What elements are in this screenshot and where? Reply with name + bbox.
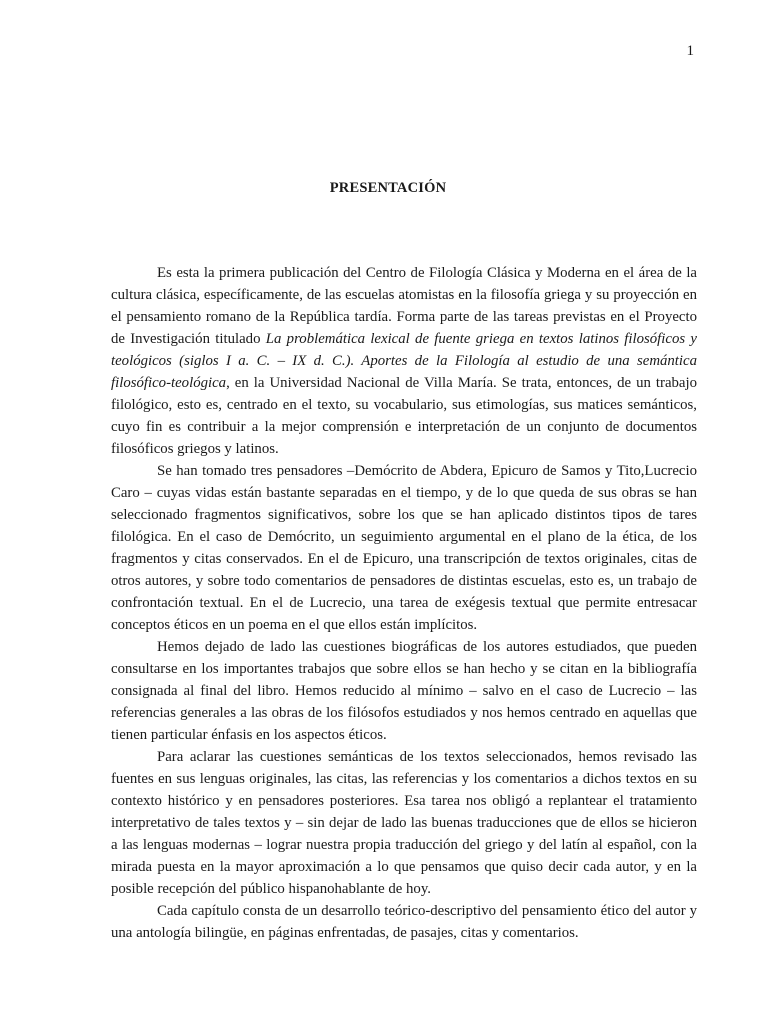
paragraph-4: Para aclarar las cuestiones semánticas de los textos seleccionados, hemos revisado las fuentes en sus lenguas originales, las citas, las referencias y los comentarios a dichos textos en su contexto histórico y en pensadores posteriores. Esa tarea nos obligó a replantear el tratamiento interpretativo de tales textos y – sin dejar de lado las buenas traducciones que de ellos se hicieron a las lenguas modernas – lograr nuestra propia traducción del griego y del latín al español, con la mirada puesta en la mayor aproximación a lo que pensamos que quiso decir cada autor, y en la posible recepción del público hispanohablante de hoy. xyxy=(111,749,697,897)
paragraph-1-text-start: Es esta la primera publicación del Centro de Filología Clásica y Moderna en el área de la cultura clásica, específicamente, de las escuelas atomistas en la filosofía griega y su proyección en el pensamiento romano de la República tardía. Forma parte de las tareas previstas en el Proyecto de Investigación titulado xyxy=(111,265,697,347)
paragraph-1-text-end: , en la Universidad Nacional de Villa María. Se trata, entonces, de un trabajo filológico, esto es, centrado en el texto, su vocabulario, sus etimologías, sus matices semánticos, cuyo fin es contribuir a la mejor comprensión e interpretación de un conjunto de documentos filosóficos griegos y latinos. xyxy=(111,375,697,457)
page-title: PRESENTACIÓN xyxy=(329,180,447,196)
project-title-italic: La problemática lexical de fuente griega en textos latinos filosóficos y teológicos (siglos I a. C. – IX d. C.). Aportes de la Filología al estudio de una semántica filosófico-teológica xyxy=(111,331,697,391)
paragraph-1 xyxy=(111,262,697,460)
body-text xyxy=(111,262,697,944)
page-number: 1 xyxy=(686,43,694,59)
paragraph-3: Hemos dejado de lado las cuestiones biográficas de los autores estudiados, que pueden consultarse en los importantes trabajos que sobre ellos se han hecho y se citan en la bibliografía consignada al final del libro. Hemos reducido al mínimo – salvo en el caso de Lucrecio – las referencias generales a las obras de los filósofos estudiados y nos hemos centrado en aquellas que tienen particular énfasis en los aspectos éticos. xyxy=(111,639,697,743)
paragraph-5: Cada capítulo consta de un desarrollo teórico-descriptivo del pensamiento ético del autor y una antología bilingüe, en páginas enfrentadas, de pasajes, citas y comentarios. xyxy=(111,903,697,941)
paragraph-2: Se han tomado tres pensadores –Demócrito de Abdera, Epicuro de Samos y Tito,Lucrecio Caro – cuyas vidas están bastante separadas en el tiempo, y de lo que queda de sus obras se han seleccionado fragmentos significativos, sobre los que se han aplicado distintos tipos de tares filológica. En el caso de Demócrito, un seguimiento argumental en el plano de la ética, de los fragmentos y citas conservados. En el de Epicuro, una transcripción de textos originales, citas de otros autores, y sobre todo comentarios de pensadores de distintas escuelas, esto es, un trabajo de confrontación textual. En el de Lucrecio, una tarea de exégesis textual que permite entresacar conceptos éticos en un poema en el que ellos están implícitos. xyxy=(111,463,697,633)
